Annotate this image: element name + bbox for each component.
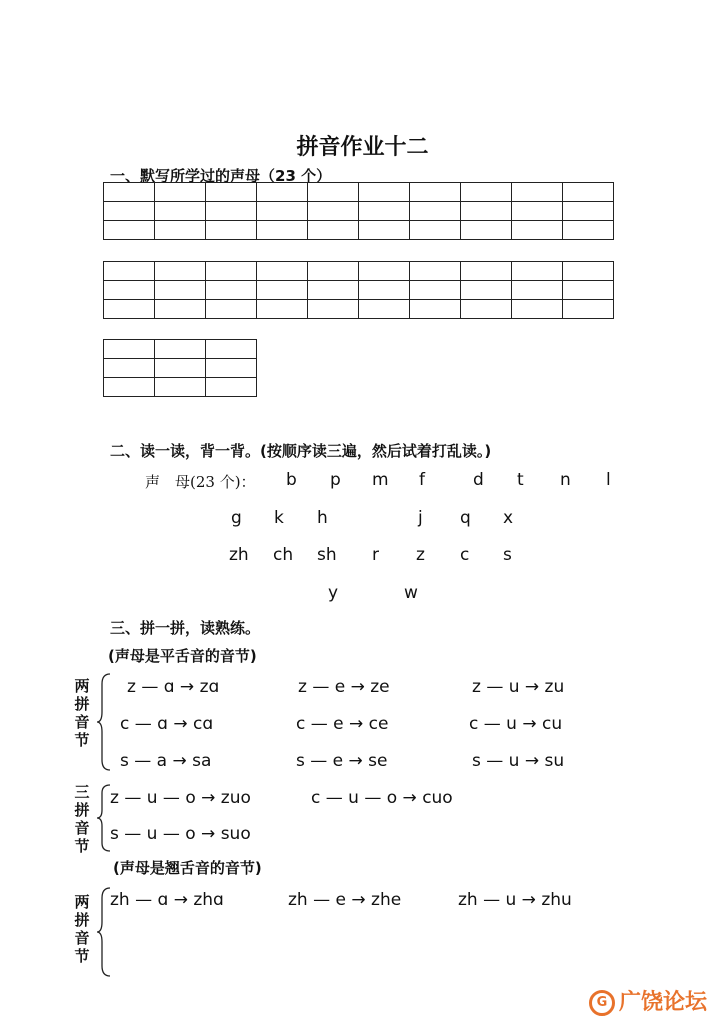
- initial: x: [503, 508, 514, 528]
- initial: w: [404, 583, 418, 603]
- initial: m: [372, 470, 389, 490]
- syllable-zhe: zh — e → zhe: [288, 890, 402, 910]
- syllable-zha: zh — ɑ → zhɑ: [110, 890, 224, 910]
- initial: c: [460, 545, 470, 565]
- retroflex-subheading: (声母是翘舌音的音节): [113, 859, 262, 877]
- left-brace-icon: [96, 672, 112, 772]
- three-spelling-label: 三拼音节: [74, 783, 90, 855]
- initial: s: [503, 545, 512, 565]
- initial: g: [231, 508, 242, 528]
- syllable-suo: s — u — o → suo: [110, 824, 251, 844]
- grid-3: [103, 339, 257, 397]
- syllable-ce: c — e → ce: [296, 714, 389, 734]
- syllable-zu: z — u → zu: [472, 677, 565, 697]
- syllable-su: s — u → su: [472, 751, 565, 771]
- flat-tongue-subheading: (声母是平舌音的音节): [108, 647, 257, 665]
- grid-1: [103, 182, 614, 240]
- initial: t: [517, 470, 524, 490]
- section1-heading: 一、默写所学过的声母（23 个）: [110, 167, 332, 185]
- syllable-cuo: c — u — o → cuo: [311, 788, 453, 808]
- initial: y: [328, 583, 339, 603]
- watermark-logo: [589, 985, 707, 1016]
- section3-heading: 三、拼一拼，读熟练。: [110, 619, 261, 637]
- initial: h: [317, 508, 328, 528]
- watermark-text: 广饶论坛: [618, 990, 707, 1015]
- two-spelling-label-b: 两拼音节: [74, 893, 90, 965]
- page-title: 拼音作业十二: [296, 135, 429, 160]
- syllable-sa: s — a → sa: [120, 751, 212, 771]
- initial: ch: [273, 545, 294, 565]
- initial: sh: [317, 545, 337, 565]
- initial: d: [473, 470, 484, 490]
- initial: n: [560, 470, 571, 490]
- syllable-ze: z — e → ze: [298, 677, 390, 697]
- syllable-se: s — e → se: [296, 751, 388, 771]
- syllable-zhu: zh — u → zhu: [458, 890, 572, 910]
- initial: zh: [229, 545, 249, 565]
- grid-2: [103, 261, 614, 319]
- syllable-zuo: z — u — o → zuo: [110, 788, 251, 808]
- initial: l: [606, 470, 611, 490]
- watermark-g-icon: G: [589, 990, 615, 1016]
- initial: k: [274, 508, 284, 528]
- syllable-ca: c — ɑ → cɑ: [120, 714, 214, 734]
- initial: p: [330, 470, 341, 490]
- initial: f: [419, 470, 425, 490]
- initial: j: [418, 508, 423, 528]
- syllable-cu: c — u → cu: [469, 714, 563, 734]
- initial: r: [372, 545, 379, 565]
- initials-label: 声 母(23 个)：: [145, 473, 256, 491]
- two-spelling-label: 两拼音节: [74, 677, 90, 749]
- syllable-za: z — ɑ → zɑ: [127, 677, 220, 697]
- initial: z: [416, 545, 425, 565]
- section2-heading: 二、读一读，背一背。(按顺序读三遍，然后试着打乱读。): [110, 442, 492, 460]
- initial: b: [286, 470, 297, 490]
- initial: q: [460, 508, 471, 528]
